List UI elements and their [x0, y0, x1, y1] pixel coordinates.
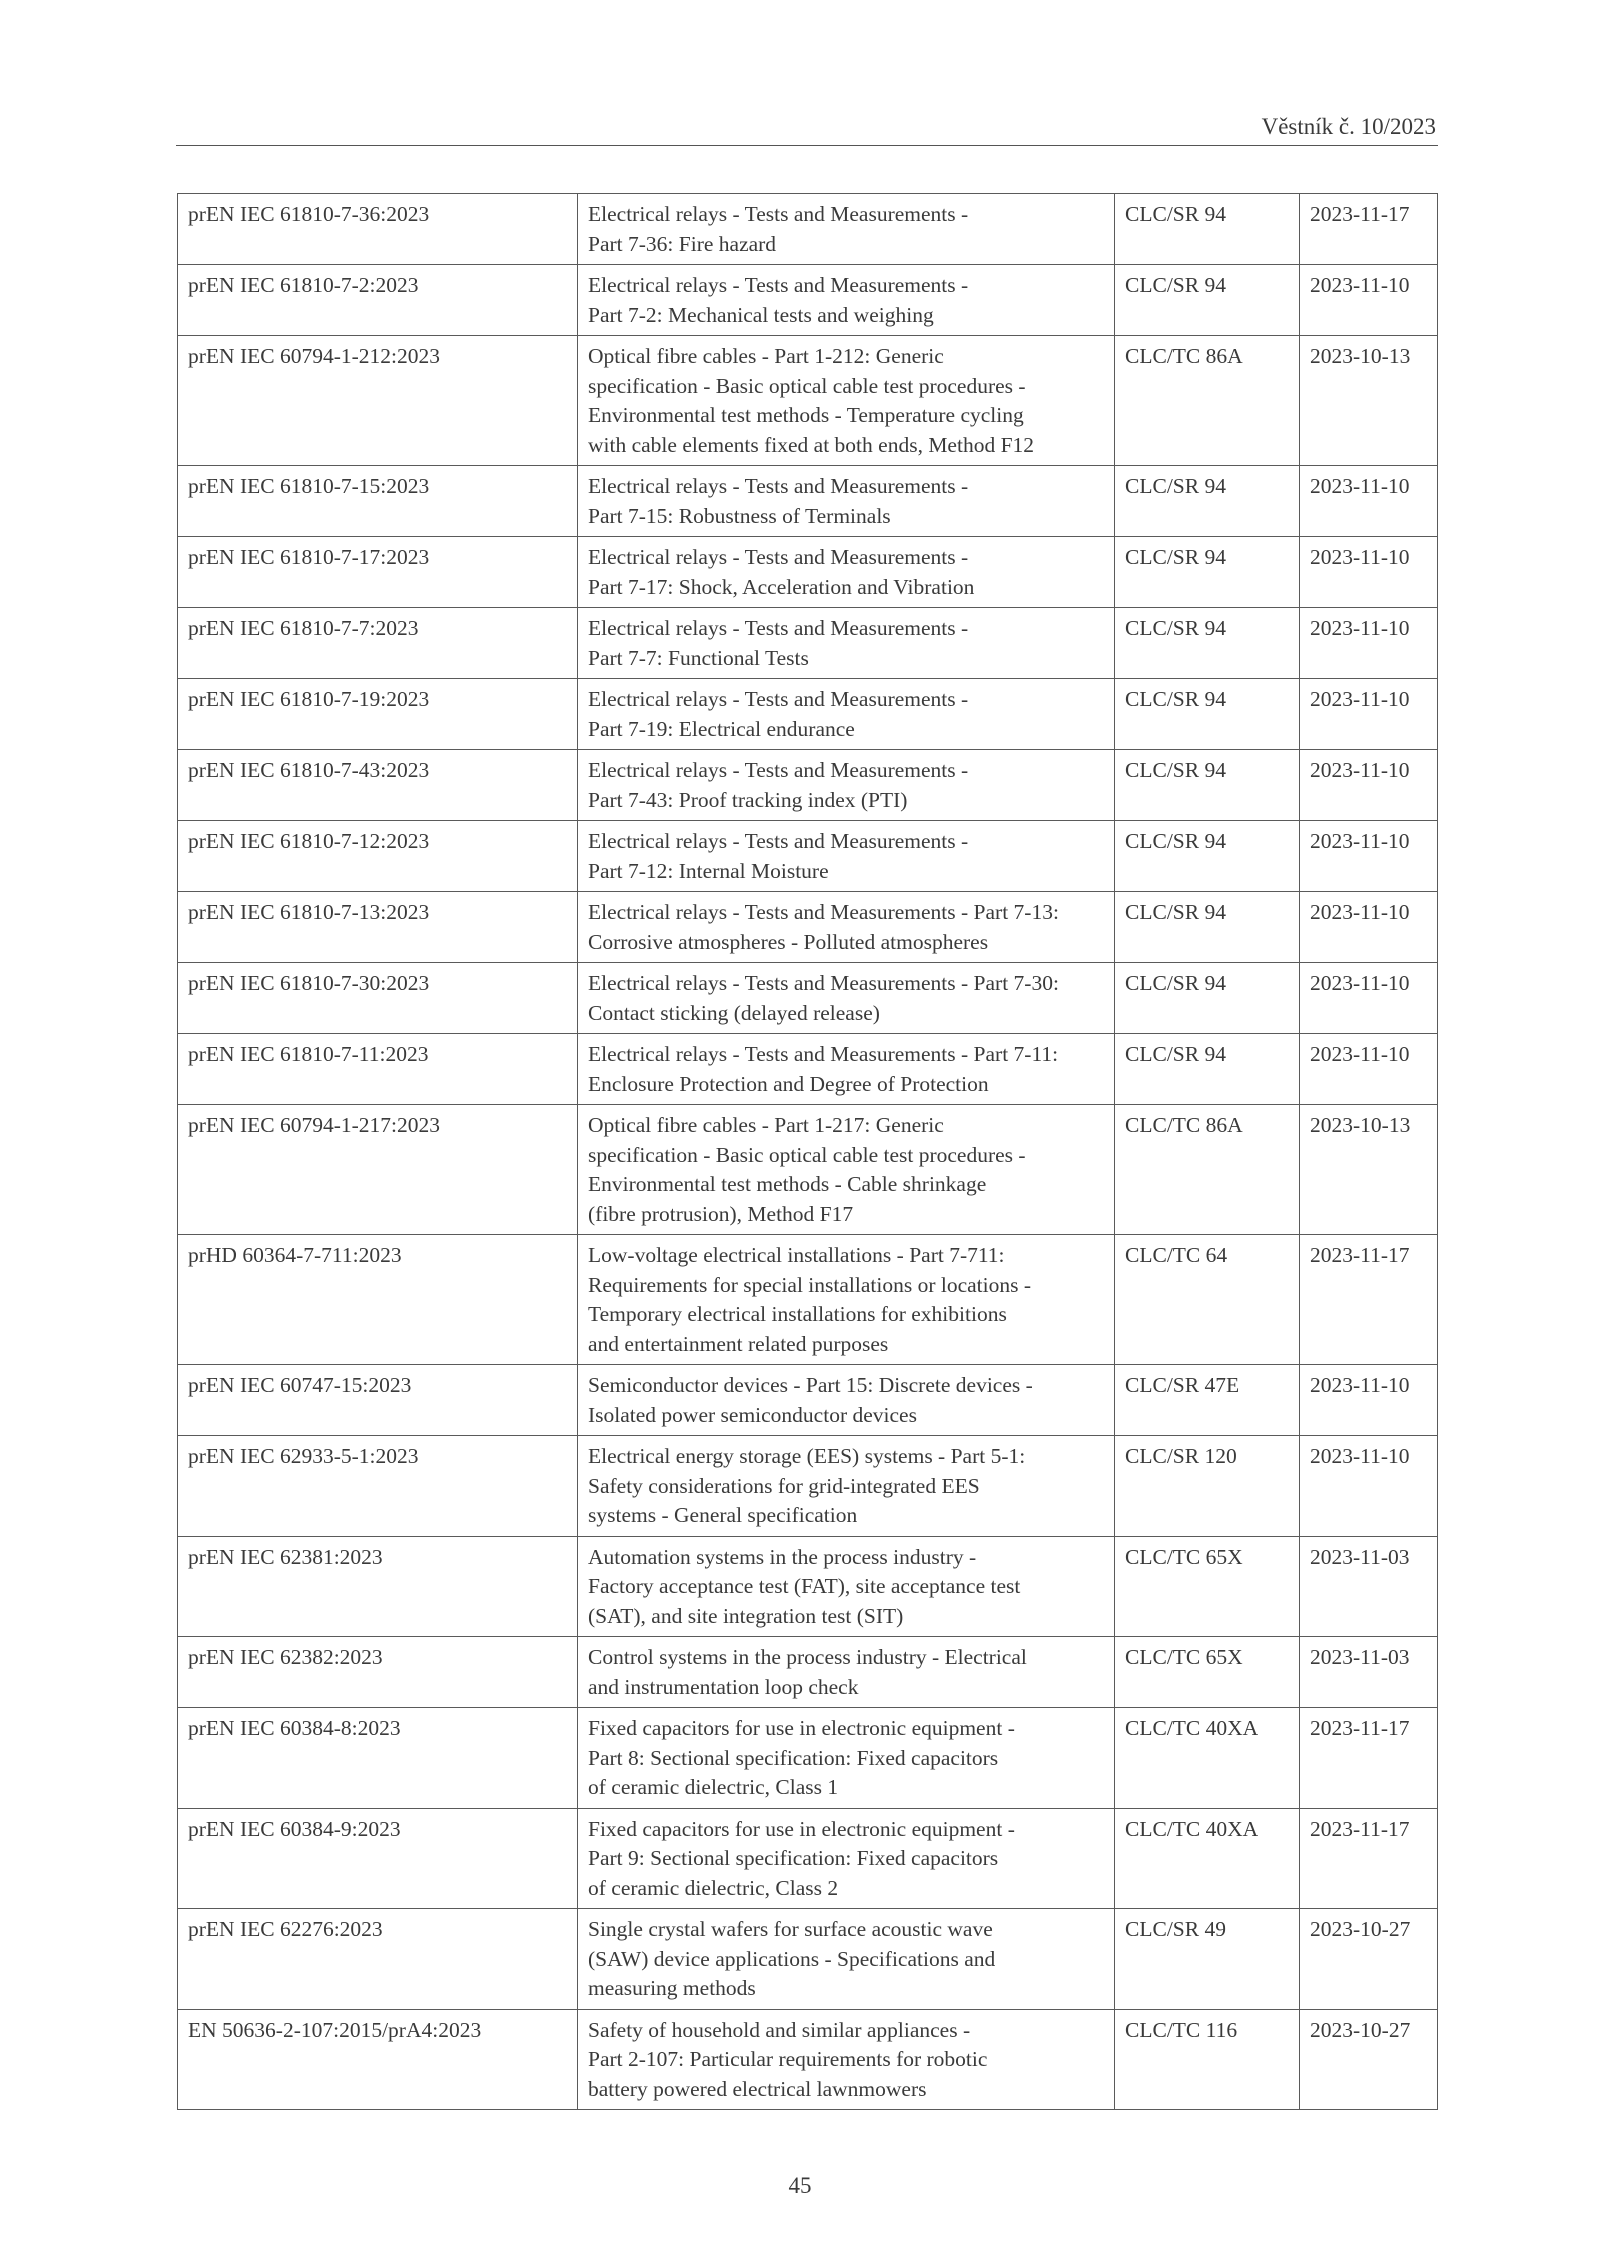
standard-title-cell [578, 1436, 1115, 1537]
standard-title-cell [578, 1105, 1115, 1235]
title-line: battery powered electrical lawnmowers [588, 2076, 927, 2101]
committee-cell: CLC/TC 86A [1115, 1105, 1300, 1235]
standard-number-cell: prEN IEC 60384-8:2023 [178, 1708, 578, 1809]
deadline-date-cell: 2023-10-27 [1300, 2009, 1438, 2110]
deadline-date-cell: 2023-11-10 [1300, 265, 1438, 336]
standard-number-cell: prEN IEC 61810-7-36:2023 [178, 194, 578, 265]
table-row [178, 1436, 1438, 1537]
committee-cell: CLC/TC 65X [1115, 1637, 1300, 1708]
title-line: Enclosure Protection and Degree of Protection [588, 1071, 989, 1096]
deadline-date-cell: 2023-11-10 [1300, 821, 1438, 892]
committee-cell: CLC/SR 49 [1115, 1909, 1300, 2010]
title-line: Fixed capacitors for use in electronic equipment - [588, 1816, 1015, 1841]
table-row [178, 1909, 1438, 2010]
standard-number-cell: prEN IEC 61810-7-13:2023 [178, 892, 578, 963]
title-line: Optical fibre cables - Part 1-217: Generic [588, 1113, 944, 1137]
standard-title-cell [578, 537, 1115, 608]
committee-cell: CLC/SR 94 [1115, 1034, 1300, 1105]
title-line: Part 7-17: Shock, Acceleration and Vibration [588, 574, 975, 599]
title-line: Electrical relays - Tests and Measurements - Part 7-11: [588, 1042, 1059, 1066]
table-row [178, 1808, 1438, 1909]
title-line: Safety considerations for grid-integrated EES [588, 1473, 980, 1498]
deadline-date-cell: 2023-11-10 [1300, 608, 1438, 679]
standard-title-cell [578, 1536, 1115, 1637]
committee-cell: CLC/SR 94 [1115, 821, 1300, 892]
title-line: of ceramic dielectric, Class 1 [588, 1775, 839, 1799]
title-line: Part 7-15: Robustness of Terminals [588, 503, 891, 528]
table-row [178, 466, 1438, 537]
standard-title-cell [578, 265, 1115, 336]
title-line: Electrical relays - Tests and Measurements - Part 7-13: [588, 900, 1059, 924]
table-row [178, 2009, 1438, 2110]
deadline-date-cell: 2023-11-17 [1300, 1235, 1438, 1365]
standard-title-cell [578, 336, 1115, 466]
committee-cell: CLC/TC 86A [1115, 336, 1300, 466]
title-line: Corrosive atmospheres - Polluted atmospheres [588, 929, 989, 954]
committee-cell: CLC/SR 94 [1115, 608, 1300, 679]
committee-cell: CLC/TC 65X [1115, 1536, 1300, 1637]
title-line: Electrical relays - Tests and Measurements - [588, 687, 969, 711]
title-line: Part 7-2: Mechanical tests and weighing [588, 302, 934, 327]
deadline-date-cell: 2023-11-10 [1300, 750, 1438, 821]
deadline-date-cell: 2023-11-10 [1300, 1436, 1438, 1537]
title-line: Part 7-7: Functional Tests [588, 645, 809, 670]
standard-number-cell: prEN IEC 60747-15:2023 [178, 1365, 578, 1436]
table-row [178, 537, 1438, 608]
title-line: Requirements for special installations or locations - [588, 1272, 1032, 1297]
committee-cell: CLC/SR 94 [1115, 892, 1300, 963]
title-line: Environmental test methods - Cable shrinkage [588, 1172, 987, 1196]
title-line: Part 7-19: Electrical endurance [588, 716, 855, 741]
table-row [178, 963, 1438, 1034]
committee-cell: CLC/SR 94 [1115, 194, 1300, 265]
standard-title-cell [578, 892, 1115, 963]
title-line: Temporary electrical installations for exhibitions [588, 1302, 1007, 1326]
deadline-date-cell: 2023-11-10 [1300, 1034, 1438, 1105]
deadline-date-cell: 2023-11-17 [1300, 194, 1438, 265]
deadline-date-cell: 2023-11-17 [1300, 1808, 1438, 1909]
deadline-date-cell: 2023-11-03 [1300, 1536, 1438, 1637]
page-header [176, 112, 1438, 146]
standard-number-cell: prEN IEC 61810-7-7:2023 [178, 608, 578, 679]
title-line: Electrical relays - Tests and Measurements - [588, 202, 969, 226]
table-row [178, 1105, 1438, 1235]
title-line: specification - Basic optical cable test procedures - [588, 373, 1026, 398]
title-line: Electrical relays - Tests and Measurements - Part 7-30: [588, 971, 1059, 995]
title-line: Electrical relays - Tests and Measurements - [588, 758, 969, 782]
deadline-date-cell: 2023-11-03 [1300, 1637, 1438, 1708]
standard-title-cell [578, 750, 1115, 821]
standard-number-cell: prEN IEC 61810-7-11:2023 [178, 1034, 578, 1105]
title-line: Part 7-43: Proof tracking index (PTI) [588, 787, 908, 812]
title-line: Part 7-12: Internal Moisture [588, 858, 829, 883]
title-line: and instrumentation loop check [588, 1674, 859, 1699]
title-line: Contact sticking (delayed release) [588, 1000, 880, 1025]
deadline-date-cell: 2023-11-10 [1300, 892, 1438, 963]
title-line: Electrical relays - Tests and Measurements - [588, 545, 969, 569]
title-line: Environmental test methods - Temperature cycling [588, 403, 1024, 427]
standard-title-cell [578, 821, 1115, 892]
standard-number-cell: prEN IEC 61810-7-19:2023 [178, 679, 578, 750]
title-line: Isolated power semiconductor devices [588, 1402, 917, 1427]
standard-number-cell: prEN IEC 61810-7-30:2023 [178, 963, 578, 1034]
deadline-date-cell: 2023-11-10 [1300, 679, 1438, 750]
standard-number-cell: prEN IEC 62933-5-1:2023 [178, 1436, 578, 1537]
standard-title-cell [578, 608, 1115, 679]
deadline-date-cell: 2023-11-10 [1300, 466, 1438, 537]
committee-cell: CLC/TC 116 [1115, 2009, 1300, 2110]
standard-number-cell: prEN IEC 61810-7-12:2023 [178, 821, 578, 892]
table-row [178, 1637, 1438, 1708]
title-line: Factory acceptance test (FAT), site acceptance test [588, 1574, 1021, 1598]
title-line: Single crystal wafers for surface acoustic wave [588, 1917, 993, 1941]
deadline-date-cell: 2023-11-10 [1300, 963, 1438, 1034]
committee-cell: CLC/TC 40XA [1115, 1708, 1300, 1809]
title-line: Electrical relays - Tests and Measurements - [588, 829, 969, 853]
deadline-date-cell: 2023-10-13 [1300, 336, 1438, 466]
title-line: Fixed capacitors for use in electronic equipment - [588, 1716, 1015, 1740]
standards-table-body [178, 194, 1438, 2110]
standard-number-cell: prEN IEC 62381:2023 [178, 1536, 578, 1637]
table-row [178, 750, 1438, 821]
committee-cell: CLC/SR 94 [1115, 466, 1300, 537]
title-line: Safety of household and similar appliances - [588, 2017, 971, 2042]
standard-title-cell [578, 1034, 1115, 1105]
table-row [178, 608, 1438, 679]
standard-title-cell [578, 2009, 1115, 2110]
table-row [178, 1708, 1438, 1809]
deadline-date-cell: 2023-11-10 [1300, 537, 1438, 608]
standard-title-cell [578, 963, 1115, 1034]
deadline-date-cell: 2023-10-13 [1300, 1105, 1438, 1235]
standard-number-cell: prEN IEC 60794-1-212:2023 [178, 336, 578, 466]
table-row [178, 1034, 1438, 1105]
table-row [178, 1235, 1438, 1365]
committee-cell: CLC/SR 94 [1115, 963, 1300, 1034]
standard-number-cell: prEN IEC 61810-7-15:2023 [178, 466, 578, 537]
table-row [178, 265, 1438, 336]
title-line: with cable elements fixed at both ends, Method F12 [588, 432, 1035, 457]
standard-title-cell [578, 679, 1115, 750]
title-line: of ceramic dielectric, Class 2 [588, 1875, 839, 1900]
title-line: Electrical relays - Tests and Measurements - [588, 616, 969, 640]
title-line: Control systems in the process industry - Electrical [588, 1645, 1027, 1669]
title-line: systems - General specification [588, 1503, 858, 1527]
title-line: and entertainment related purposes [588, 1331, 889, 1356]
title-line: (SAT), and site integration test (SIT) [588, 1603, 904, 1628]
deadline-date-cell: 2023-10-27 [1300, 1909, 1438, 2010]
standard-title-cell [578, 1365, 1115, 1436]
title-line: (SAW) device applications - Specifications and [588, 1946, 996, 1971]
standard-title-cell [578, 194, 1115, 265]
deadline-date-cell: 2023-11-17 [1300, 1708, 1438, 1809]
title-line: Part 2-107: Particular requirements for robotic [588, 2047, 988, 2071]
title-line: Electrical energy storage (EES) systems - Part 5-1: [588, 1444, 1026, 1468]
title-line: Electrical relays - Tests and Measurements - [588, 273, 969, 297]
table-row [178, 1536, 1438, 1637]
title-line: Part 8: Sectional specification: Fixed capacitors [588, 1745, 999, 1770]
committee-cell: CLC/SR 94 [1115, 750, 1300, 821]
title-line: Optical fibre cables - Part 1-212: Generic [588, 344, 944, 368]
page-number: 45 [788, 2173, 812, 2198]
standard-title-cell [578, 1708, 1115, 1809]
deadline-date-cell: 2023-11-10 [1300, 1365, 1438, 1436]
standard-title-cell [578, 1637, 1115, 1708]
standard-number-cell: prEN IEC 61810-7-43:2023 [178, 750, 578, 821]
table-row [178, 679, 1438, 750]
table-row [178, 821, 1438, 892]
standard-number-cell: prEN IEC 62276:2023 [178, 1909, 578, 2010]
committee-cell: CLC/SR 120 [1115, 1436, 1300, 1537]
title-line: Low-voltage electrical installations - Part 7-711: [588, 1243, 1005, 1267]
title-line: (fibre protrusion), Method F17 [588, 1201, 854, 1226]
table-row [178, 336, 1438, 466]
standard-number-cell: prHD 60364-7-711:2023 [178, 1235, 578, 1365]
standard-title-cell [578, 466, 1115, 537]
committee-cell: CLC/SR 94 [1115, 537, 1300, 608]
standard-title-cell [578, 1235, 1115, 1365]
title-line: Automation systems in the process industry - [588, 1544, 977, 1569]
title-line: measuring methods [588, 1976, 756, 2000]
standard-number-cell: prEN IEC 62382:2023 [178, 1637, 578, 1708]
standard-number-cell: prEN IEC 61810-7-2:2023 [178, 265, 578, 336]
standard-title-cell [578, 1909, 1115, 2010]
committee-cell: CLC/SR 47E [1115, 1365, 1300, 1436]
standards-table [177, 193, 1438, 2110]
standard-number-cell: prEN IEC 61810-7-17:2023 [178, 537, 578, 608]
committee-cell: CLC/TC 40XA [1115, 1808, 1300, 1909]
standard-title-cell [578, 1808, 1115, 1909]
title-line: Part 7-36: Fire hazard [588, 231, 777, 256]
committee-cell: CLC/TC 64 [1115, 1235, 1300, 1365]
table-row [178, 892, 1438, 963]
standard-number-cell: EN 50636-2-107:2015/prA4:2023 [178, 2009, 578, 2110]
title-line: Semiconductor devices - Part 15: Discrete devices - [588, 1373, 1033, 1397]
committee-cell: CLC/SR 94 [1115, 679, 1300, 750]
title-line: Part 9: Sectional specification: Fixed capacitors [588, 1846, 999, 1870]
table-row [178, 194, 1438, 265]
journal-title: Věstník č. 10/2023 [1261, 114, 1436, 139]
standard-number-cell: prEN IEC 60384-9:2023 [178, 1808, 578, 1909]
title-line: specification - Basic optical cable test procedures - [588, 1142, 1026, 1167]
standard-number-cell: prEN IEC 60794-1-217:2023 [178, 1105, 578, 1235]
table-row [178, 1365, 1438, 1436]
title-line: Electrical relays - Tests and Measurements - [588, 474, 969, 498]
committee-cell: CLC/SR 94 [1115, 265, 1300, 336]
